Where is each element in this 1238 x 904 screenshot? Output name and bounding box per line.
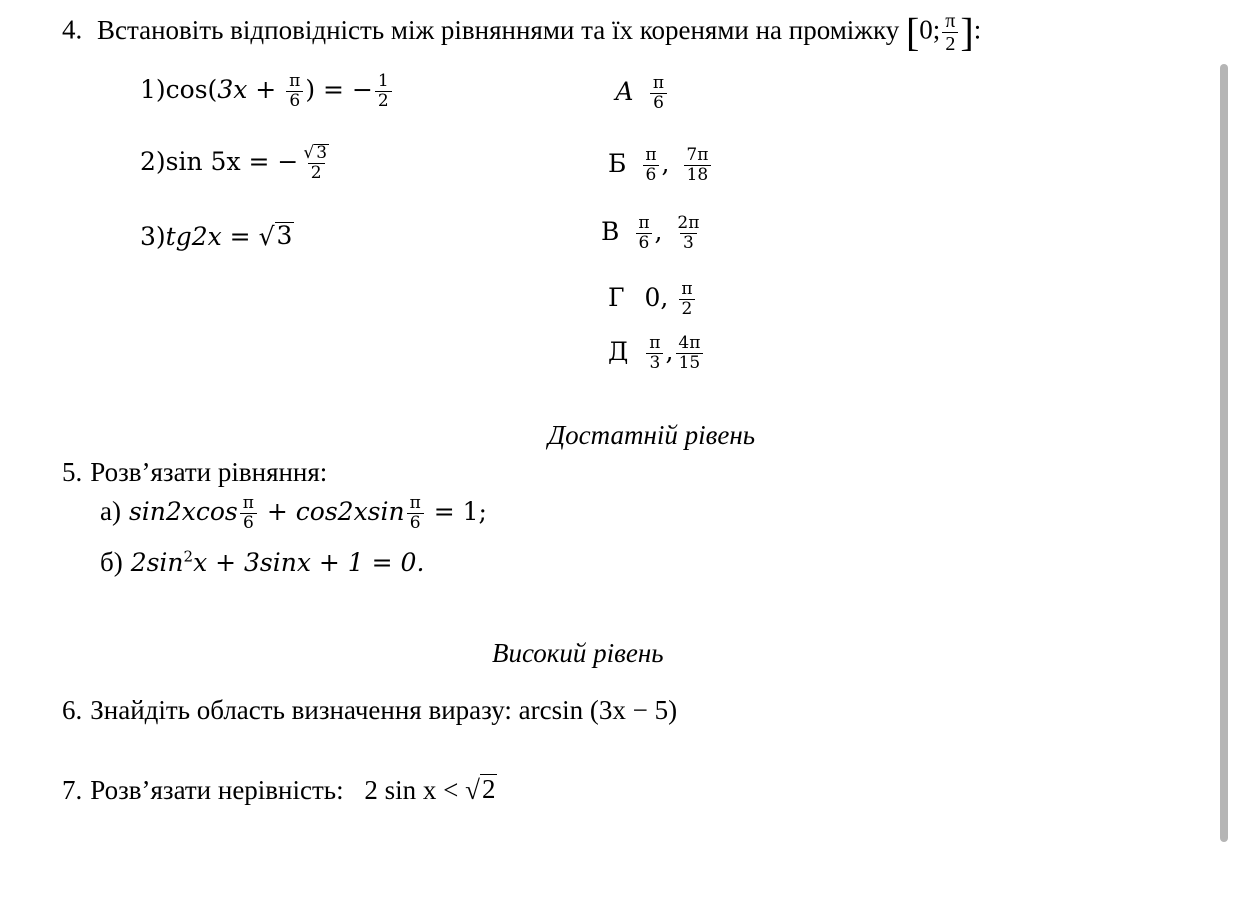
level-high-heading: Високий рівень — [492, 638, 664, 668]
answer-b: Б $\frac{\pi}{6}$ , $\frac{7\pi}{18}$ — [608, 146, 713, 185]
task-5a: а) sin2xcos $\frac{\pi}{6}$ + cos2xsin $\frac{\pi}{6}$ = 1; — [100, 493, 487, 533]
task-7: 7. Розв’язати нерівність: 2 sin x < √ 2 — [62, 774, 496, 805]
equation-1: 1)cos(3x + $\frac{\pi}{6}$ ) = − $\frac{1}{2}$ — [140, 72, 394, 111]
task-4-number: 4. — [62, 14, 83, 45]
answer-g: Г 0, $\frac{\pi}{2}$ — [608, 280, 698, 319]
task-6: 6. Знайдіть область визначення виразу: arcsin (3x − 5) — [62, 695, 678, 725]
interval-fraction: $\frac{\pi}{2}$ — [942, 10, 958, 55]
interval-tail: : — [973, 14, 982, 45]
level-sufficient-heading: Достатній рівень — [548, 420, 756, 450]
task-4-header — [62, 10, 981, 55]
answer-d: Д $\frac{\pi}{3}$ , $\frac{4\pi}{15}$ — [608, 334, 705, 373]
equation-2: 2)sin 5x = − √ 3 2 — [140, 143, 328, 183]
task-4-text: Встановіть відповідність між рівняннями та їх коренями на проміжку — [97, 14, 900, 45]
interval-left: 0; — [919, 14, 941, 45]
equation-3: 3)tg2x = √ 3 — [140, 221, 293, 251]
task-5b: б) $2\sin^2x + 3\sin x + 1 = 0$. — [100, 547, 425, 577]
task-5-header: 5. Розв’язати рівняння: — [62, 457, 328, 487]
interval-open-bracket: [ — [905, 9, 920, 55]
interval-close-bracket: ] — [960, 9, 974, 55]
answer-a: А $\frac{\pi}{6}$ — [615, 74, 669, 113]
answer-v: В $\frac{\pi}{6}$ , $\frac{2\pi}{3}$ — [601, 213, 700, 253]
vertical-scrollbar[interactable] — [1220, 64, 1228, 842]
